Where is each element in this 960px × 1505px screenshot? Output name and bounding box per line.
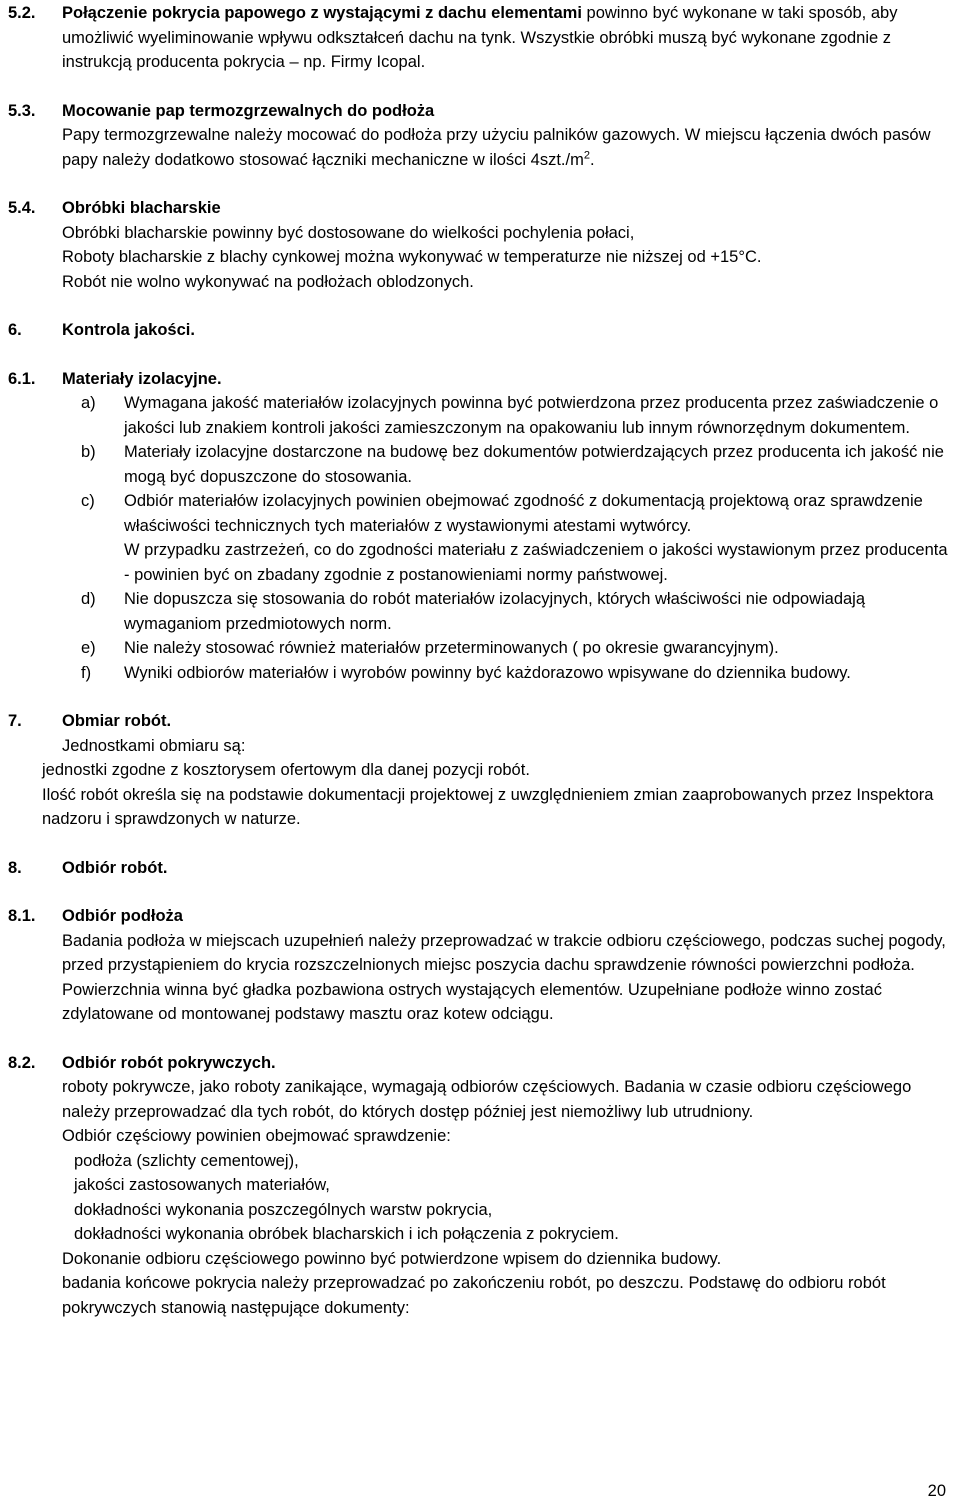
section-paragraph bbox=[62, 123, 956, 172]
section-5-2 bbox=[0, 0, 960, 75]
section-title: Odbiór robót. bbox=[62, 858, 168, 877]
section-6-1 bbox=[0, 367, 960, 686]
check-item: podłoża (szlichty cementowej), bbox=[74, 1151, 299, 1170]
list-label: b) bbox=[81, 443, 96, 461]
text-line: Jednostkami obmiaru są: bbox=[62, 736, 246, 755]
list-text: Wymagana jakość materiałów izolacyjnych powinna być potwierdzona przez producenta przez zaświadczenie o jakości lub znakiem kontroli jakości zamieszczonym na opakowaniu lub innym równorzędnym dokumentem. bbox=[124, 394, 939, 437]
requirements-list bbox=[62, 391, 956, 685]
list-text: Nie dopuszcza się stosowania do robót materiałów izolacyjnych, których właściwości nie odpowiadają wymaganiom przedmiotowych norm. bbox=[124, 590, 866, 633]
superscript: 2 bbox=[583, 149, 590, 161]
list-item bbox=[62, 391, 956, 440]
section-title: Materiały izolacyjne. bbox=[62, 369, 222, 388]
section-7 bbox=[0, 709, 960, 832]
section-text: powinno być wykonane w taki sposób, aby umożliwić wyeliminowanie wpływu odkształceń dachu na tynk. Wszystkie obróbki muszą być wykonane zgodnie z instrukcją producenta pokrycia – np. Firmy Icopal. bbox=[62, 4, 898, 71]
section-title: Obmiar robót. bbox=[62, 712, 172, 730]
section-paragraph: Badania podłoża w miejscach uzupełnień należy przeprowadzać w trakcie odbioru częściowego, podczas suchej pogody, przed przystąpieniem do krycia rozszczelnionych miejsc poszycia dachu sprawdzenie równości powierzchni podłoża. Powierzchnia winna być gładka pozbawiona ostrych wystających elementów. Uzupełniane podłoże winno zostać zdylatowane od montowanej podstawy masztu oraz kotew odciągu. bbox=[62, 931, 946, 1023]
section-title: Odbiór podłoża bbox=[62, 907, 183, 925]
section-number: 8.2. bbox=[8, 1053, 36, 1072]
section-number: 6.1. bbox=[8, 369, 36, 388]
list-item bbox=[62, 440, 956, 489]
section-5-3 bbox=[0, 99, 960, 173]
text-line: Robót nie wolno wykonywać na podłożach oblodzonych. bbox=[62, 272, 474, 291]
text-line: Odbiór częściowy powinien obejmować sprawdzenie: bbox=[62, 1127, 451, 1145]
section-number: 8. bbox=[8, 858, 22, 877]
list-label: e) bbox=[81, 639, 96, 657]
section-title: Odbiór robót pokrywczych. bbox=[62, 1053, 276, 1072]
section-8 bbox=[0, 856, 960, 881]
check-item: dokładności wykonania poszczególnych warstw pokrycia, bbox=[74, 1200, 493, 1219]
section-title: Mocowanie pap termozgrzewalnych do podłoża bbox=[62, 101, 435, 120]
check-item: dokładności wykonania obróbek blacharskich i ich połączenia z pokryciem. bbox=[74, 1225, 619, 1243]
section-paragraph: roboty pokrywcze, jako roboty zanikające, wymagają odbiorów częściowych. Badania w czasie odbioru częściowego należy przeprowadzać dla tych robót, do których dostęp później jest niemożliwy lub utrudniony. bbox=[62, 1078, 912, 1121]
text-line: Obróbki blacharskie powinny być dostosowane do wielkości pochylenia połaci, bbox=[62, 223, 635, 242]
list-label: c) bbox=[81, 492, 95, 510]
list-text: Nie należy stosować również materiałów przeterminowanych ( po okresie gwarancyjnym). bbox=[124, 639, 779, 657]
section-paragraph bbox=[62, 1, 956, 75]
section-text: Papy termozgrzewalne należy mocować do podłoża przy użyciu palników gazowych. W miejscu łączenia dwóch pasów papy należy dodatkowo stosować łączniki mechaniczne w ilości 4szt./m bbox=[62, 126, 931, 169]
text-line: Dokonanie odbioru częściowego powinno być potwierdzone wpisem do dziennika budowy. bbox=[62, 1249, 722, 1268]
list-item bbox=[62, 661, 956, 686]
section-5-4 bbox=[0, 196, 960, 294]
list-text: Wyniki odbiorów materiałów i wyrobów powinny być każdorazowo wpisywane do dziennika budowy. bbox=[124, 663, 851, 682]
section-number: 5.2. bbox=[8, 4, 36, 22]
page-number: 20 bbox=[927, 1481, 946, 1500]
text-line: jednostki zgodne z kosztorysem ofertowym dla danej pozycji robót. bbox=[42, 761, 530, 779]
list-text: Materiały izolacyjne dostarczone na budowę bez dokumentów potwierdzających przez producenta ich jakość nie mogą być dopuszczone do stosowania. bbox=[124, 443, 944, 486]
section-number: 8.1. bbox=[8, 907, 36, 925]
section-8-2 bbox=[0, 1051, 960, 1321]
section-8-1 bbox=[0, 904, 960, 1027]
text-line: Ilość robót określa się na podstawie dokumentacji projektowej z uwzględnieniem zmian zaaprobowanych przez Inspektora nadzoru i sprawdzonych w naturze. bbox=[42, 785, 934, 828]
section-title: Obróbki blacharskie bbox=[62, 199, 221, 217]
section-title: Kontrola jakości. bbox=[62, 321, 195, 339]
list-label: d) bbox=[81, 590, 96, 608]
list-item bbox=[62, 489, 956, 587]
list-label: f) bbox=[81, 663, 92, 682]
section-number: 7. bbox=[8, 712, 22, 730]
list-item bbox=[62, 587, 956, 636]
section-number: 6. bbox=[8, 321, 22, 339]
section-text-end: . bbox=[589, 150, 595, 169]
text-line: Roboty blacharskie z blachy cynkowej można wykonywać w temperaturze nie niższej od +15°C. bbox=[62, 248, 762, 266]
list-item bbox=[62, 636, 956, 661]
section-title: Połączenie pokrycia papowego z wystającymi z dachu elementami bbox=[62, 4, 582, 22]
section-6 bbox=[0, 318, 960, 343]
check-item: jakości zastosowanych materiałów, bbox=[74, 1176, 330, 1194]
list-text: Odbiór materiałów izolacyjnych powinien obejmować zgodność z dokumentacją projektową oraz sprawdzenie właściwości technicznych tych materiałów z wystawionymi atestami wytwórcy. bbox=[124, 492, 923, 535]
section-number: 5.3. bbox=[8, 101, 36, 120]
section-number: 5.4. bbox=[8, 199, 36, 217]
list-label: a) bbox=[81, 394, 96, 412]
section-paragraph: badania końcowe pokrycia należy przeprowadzać po zakończeniu robót, po deszczu. Podstawę do odbioru robót pokrywczych stanowią następujące dokumenty: bbox=[62, 1274, 886, 1317]
list-text-extra: W przypadku zastrzeżeń, co do zgodności materiału z zaświadczeniem o jakości wystawionym przez producenta - powinien być on zbadany zgodnie z postanowieniami normy państwowej. bbox=[124, 541, 948, 584]
